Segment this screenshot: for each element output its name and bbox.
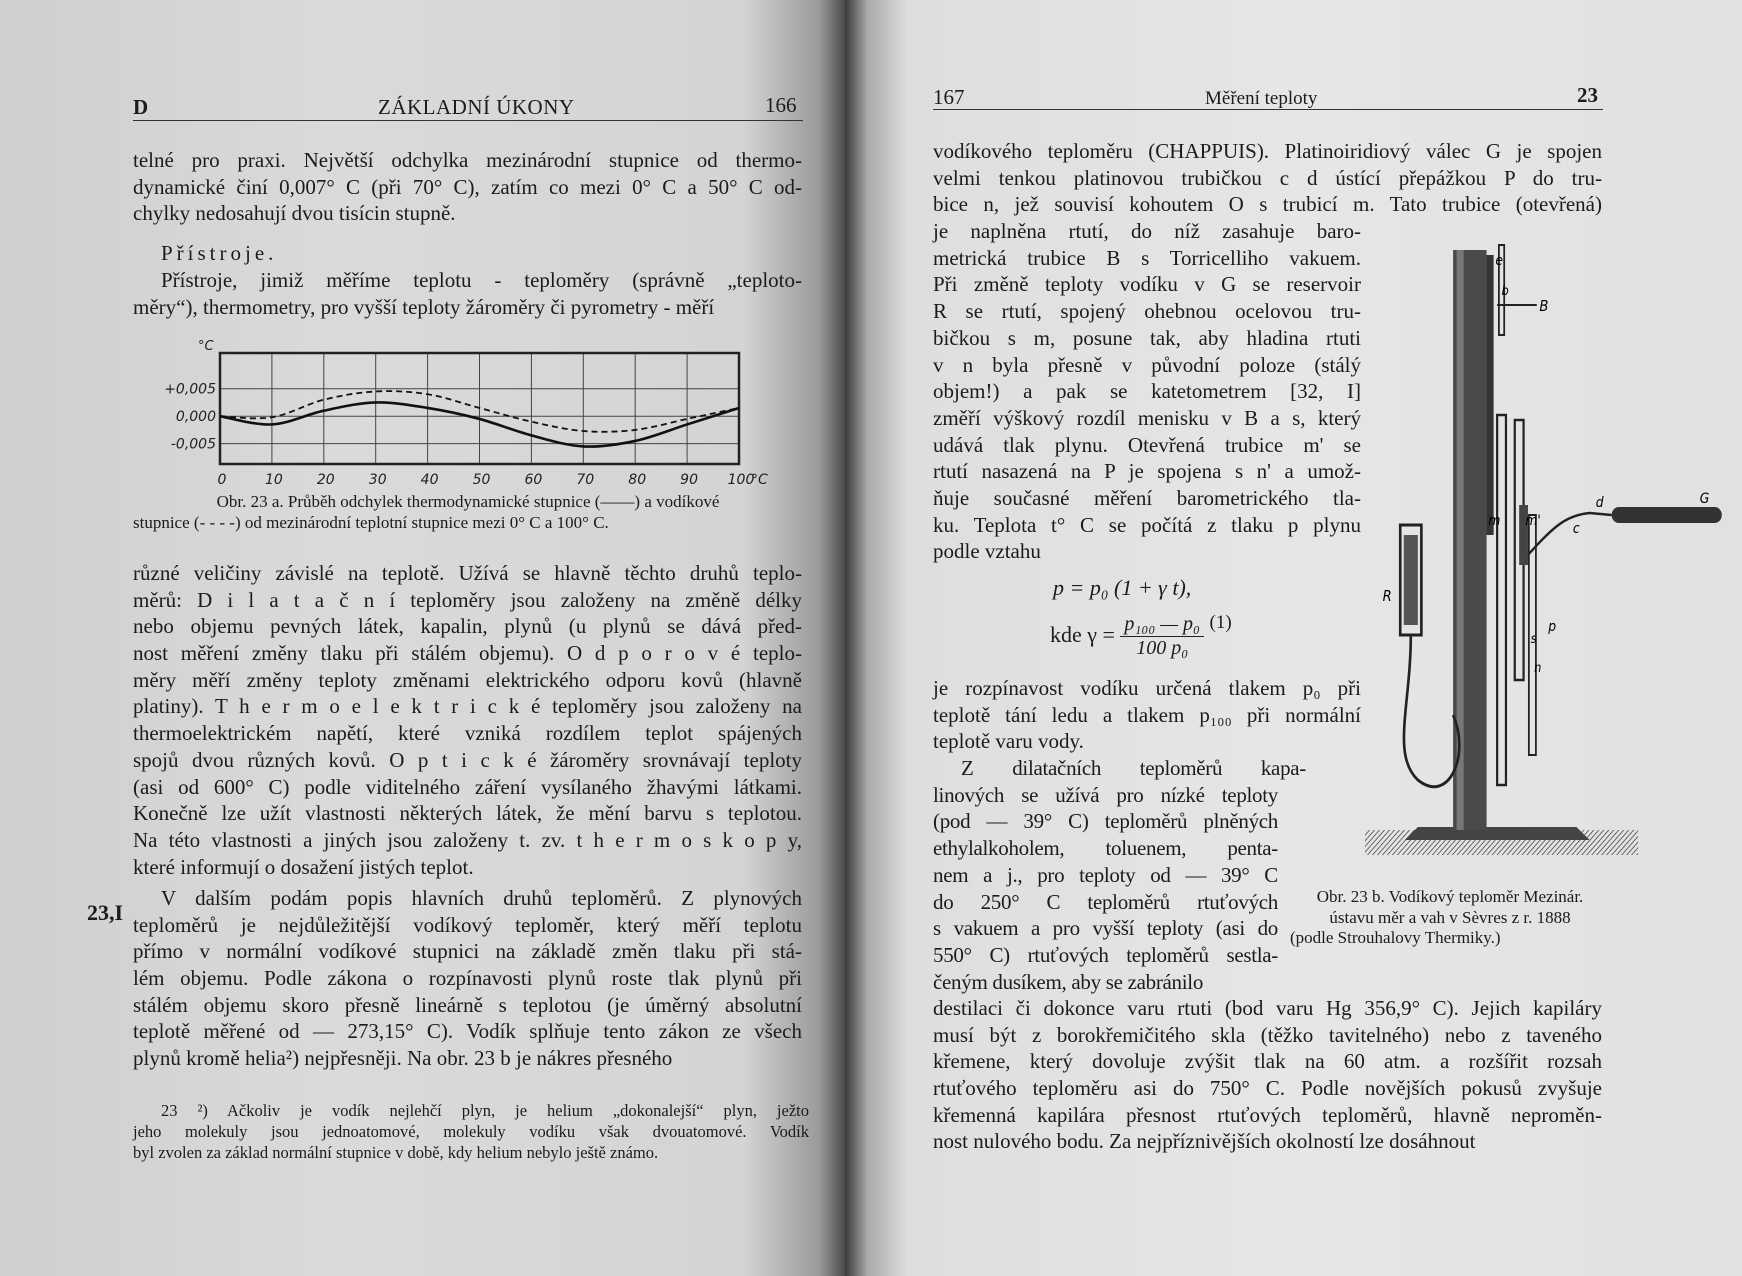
text-line: měry“), thermometry, pro vyšší teploty žároměry či pyrometry - měří — [133, 294, 715, 319]
text-line: rtutí nasazená na P je spojena s n' a umož- — [933, 459, 1361, 484]
tube-m — [1497, 415, 1506, 785]
text-line: plynů kromě helia²) nejpřesněji. Na obr. 23 b je nákres přesného — [133, 1046, 673, 1071]
text-line: destilaci či dokonce varu rtuti (bod varu Hg 356,9° C). Jejich kapiláry — [933, 996, 1602, 1020]
margin-label: 23,I — [87, 900, 124, 925]
running-title: ZÁKLADNÍ ÚKONY — [378, 95, 575, 119]
text-line: (pod — 39° C) teploměrů plněných — [933, 809, 1278, 834]
cylinder-g — [1612, 507, 1722, 523]
y-tick-label: +0,005 — [164, 381, 216, 398]
text-line: R se rtutí, spojený ohebnou ocelovou tru- — [933, 299, 1361, 324]
text-line: stupnice (- - - -) od mezinárodní teplotní stupnice mezi 0° C a 100° C. — [133, 512, 609, 532]
text-line: měry měří změny teploty změnami elektrického odporu kovů (hlavně — [133, 667, 802, 692]
flexible-tube — [1404, 635, 1459, 787]
text-line: křemene, který dovoluje zvýšit tlak na 60 atm. a rozšířit rozsah — [933, 1049, 1602, 1074]
formula-lhs: kde γ = — [1050, 622, 1115, 647]
text-line: Přístroje, jimiž měříme teplotu - teploměry (správně „teploto- — [161, 268, 802, 292]
label-d: d — [1595, 495, 1604, 512]
text-line: (podle Strouhalovy Thermiky.) — [1290, 928, 1501, 947]
x-tick-label: 70 — [576, 472, 595, 488]
text-line: Z dilatačních teploměrů kapa- — [961, 756, 1306, 781]
x-tick-label: 90 — [680, 472, 699, 488]
text-line: bice n, jež souvisí kohoutem O s trubicí m. Tato trubice (otevřená) — [933, 192, 1602, 217]
text-line: Obr. 23 a. Průběh odchylek thermodynamické stupnice (——) a vodíkové — [216, 492, 720, 511]
text-line: přímo v normální vodíkové stupnici na základě změn tlaku při stá- — [133, 939, 802, 964]
right-page — [845, 0, 1742, 1276]
text-line: 550° C) rtuťových teploměrů sestla- — [933, 942, 1278, 967]
label-n: n — [1534, 660, 1542, 676]
text-line: do 250° C teploměrů rtuťových — [933, 889, 1278, 914]
header-rule — [133, 120, 803, 121]
text-line: velmi tenkou platinovou trubičkou c d ústící přepážkou P do tru- — [933, 165, 1602, 190]
label-g: G — [1699, 491, 1710, 508]
text-line: stálém objemu skoro přesně lineárně s teplotou (je úměrný absolutní — [133, 992, 802, 1017]
text-line: teploměrů je nejdůležitější vodíkový teploměr, který měří teplotu — [133, 912, 802, 937]
x-axis-unit: °C — [751, 472, 768, 488]
y-tick-label: -0,005 — [170, 436, 216, 453]
text-line: křemenná kapilára přesnost rtuťových teploměrů, hlavně neproměn- — [933, 1102, 1602, 1127]
equation-number: (1) — [1209, 612, 1232, 633]
text-line: rtuťového teploměru asi do 750° C. Podle novějších pokusů zvyšuje — [933, 1076, 1602, 1101]
footnote — [133, 1100, 809, 1163]
text-line: ústavu měr a vah v Sèvres z r. 1888 — [1329, 907, 1571, 927]
reservoir-mercury — [1404, 535, 1418, 625]
fraction — [1120, 613, 1204, 660]
text-line: které informují o dosažení jistých teplot. — [133, 854, 474, 879]
left-page — [0, 0, 845, 1276]
denominator: 100 p₀ — [1136, 637, 1189, 660]
label-p: p — [1548, 619, 1557, 636]
text-line: teplotě měřené od — 273,15° C). Vodík splňuje tento zákon ze všech — [133, 1019, 802, 1044]
x-tick-label: 20 — [316, 472, 335, 488]
text-line: udává tlak plynu. Otevřená trubice m' se — [933, 432, 1361, 457]
x-tick-label: 30 — [368, 472, 387, 488]
text-line: ňuje současné měření barometrického tla- — [933, 485, 1361, 510]
text-line: je naplněna rtutí, do níž zasahuje baro- — [933, 219, 1361, 244]
text-line: podle vztahu — [933, 539, 1041, 564]
text-line: ku. Teplota t° C se počítá z tlaku p plynu — [933, 512, 1361, 537]
text-line: čeným dusíkem, aby se zabránilo — [933, 969, 1204, 994]
figure-caption — [133, 492, 803, 533]
hydrogen-thermometer-illustration — [1365, 235, 1735, 880]
text-line: musí být z borokřemičitého skla (těžko tavitelného) nebo z taveného — [933, 1022, 1602, 1047]
text-line: telné pro praxi. Největší odchylka mezinárodní stupnice od thermo- — [133, 148, 802, 172]
paragraph-block — [133, 885, 802, 1072]
label-s: s — [1530, 631, 1537, 647]
formula-pressure: p = p₀ (1 + γ t), — [1053, 575, 1192, 600]
text-line: metrická trubice B s Torricelliho vakuem. — [933, 245, 1361, 270]
text-line: s vakuem a pro vyšší teploty (asi do — [933, 916, 1278, 941]
page-number: 166 — [765, 93, 797, 117]
base-plate — [1405, 827, 1590, 840]
paragraph-block — [133, 267, 802, 320]
paragraph-block — [133, 560, 802, 880]
deviation-chart — [164, 339, 810, 500]
label-c: c — [1572, 521, 1580, 538]
text-line: platiny). T h e r m o e l e k t r i c k é teploměry jsou založeny na — [133, 694, 802, 719]
label-b-upper: B — [1539, 298, 1549, 316]
x-tick-label: 0 — [217, 472, 227, 488]
text-line: v n byla přesně v původní poloze (stálý — [933, 352, 1361, 377]
text-line: byl zvolen za základ normální stupnice v době, kdy helium nebylo ještě známo. — [133, 1143, 659, 1162]
text-line: dynamické činí 0,007° C (při 70° C), zatím co mezi 0° C a 50° C od- — [133, 174, 802, 199]
text-line: nem a j., pro teploty od — 39° C — [933, 862, 1278, 887]
x-tick-label: 10 — [264, 472, 283, 488]
text-line: je rozpínavost vodíku určená tlakem p₀ při — [933, 676, 1361, 700]
text-line: linových se užívá pro nízké teploty — [933, 782, 1278, 807]
text-line: spojů dvou různých kovů. O p t i c k é žároměry srovnávají teploty — [133, 747, 802, 772]
x-tick-label: 50 — [472, 472, 491, 488]
label-r: R — [1382, 588, 1392, 606]
x-tick-label: 60 — [524, 472, 543, 488]
text-line: Obr. 23 b. Vodíkový teploměr Mezinár. — [1316, 887, 1584, 906]
y-axis-unit: °C — [198, 339, 214, 354]
figure-caption — [1290, 887, 1610, 949]
text-line: změří výškový rozdíl menisku v B a s, který — [933, 405, 1361, 430]
label-e: e — [1495, 253, 1503, 270]
text-line: měrů: D i l a t a č n í teploměry jsou založeny na změně délky — [133, 587, 802, 612]
x-tick-label: 80 — [628, 472, 647, 488]
text-line: Konečně lze užít vlastnosti některých látek, že mění barvu s teplotou. — [133, 801, 802, 826]
text-line: Na této vlastnosti a jiných jsou založeny t. zv. t h e r m o s k o p y, — [133, 827, 802, 852]
text-line: vodíkového teploměru (CHAPPUIS). Platinoiridiový válec G je spojen — [933, 139, 1602, 163]
page-number: 167 — [933, 85, 965, 109]
running-title: Měření teploty — [1205, 88, 1318, 109]
text-line: lém objemu. Podle zákona o rozpínavosti plynů roste tlak plynů při — [133, 966, 802, 991]
section-heading: Přístroje. — [161, 241, 278, 265]
label-m: m — [1488, 513, 1501, 530]
label-m-prime: m' — [1525, 513, 1541, 530]
text-line: jeho molekuly jsou jednoatomové, molekuly vodíku však dvouatomové. Vodík — [133, 1122, 809, 1141]
paragraph-block — [933, 995, 1602, 1155]
numerator: p₁₀₀ — p₀ — [1120, 613, 1204, 637]
text-line: Při změně teploty vodíku v G se reservoir — [933, 272, 1361, 297]
text-line: nost měření změny tlaku při stálém objemu). O d p o r o v é teplo- — [133, 641, 802, 666]
formula-gamma — [1050, 612, 1232, 660]
x-tick-label: 40 — [420, 472, 439, 488]
text-line: různé veličiny závislé na teplotě. Užívá se hlavně těchto druhů teplo- — [133, 561, 802, 585]
text-line: 23 ²) Ačkoliv je vodík nejlehčí plyn, je helium „dokonalejší“ plyn, ježto — [161, 1101, 809, 1120]
text-line: V dalším podám popis hlavních druhů teploměrů. Z plynových — [161, 886, 802, 910]
chapter-number: 23 — [1577, 83, 1598, 107]
paragraph-block — [133, 147, 802, 227]
text-line: objem!) a pak se katetometrem [32, I] — [933, 379, 1361, 404]
section-letter: D — [133, 95, 149, 119]
text-line: chylky nedosahují dvou tisícin stupně. — [133, 201, 456, 226]
header-rule — [933, 109, 1603, 110]
label-b: b — [1501, 283, 1509, 299]
text-line: nebo objemu pevných látek, kapalin, plynů (u plynů se dává před- — [133, 614, 802, 639]
text-line: ethylalkoholem, toluenem, penta- — [933, 836, 1278, 861]
text-line: bičkou s m, posune tak, aby hladina rtuti — [933, 325, 1361, 350]
x-tick-label: 100 — [727, 472, 755, 488]
text-line: (asi od 600° C) podle viditelného záření vysílaného žhavými látkami. — [133, 774, 802, 799]
tube-b — [1487, 255, 1494, 535]
text-line: thermoelektrickém napětí, které vzniká rozdílem teplot spájených — [133, 721, 802, 746]
text-line: teplotě tání ledu a tlakem p₁₀₀ při normální — [933, 702, 1361, 727]
text-line: nost nulového bodu. Za nejpříznivějších okolností lze dosáhnout — [933, 1129, 1476, 1154]
y-tick-label: 0,000 — [175, 409, 216, 426]
text-line: teplotě varu vody. — [933, 729, 1084, 754]
